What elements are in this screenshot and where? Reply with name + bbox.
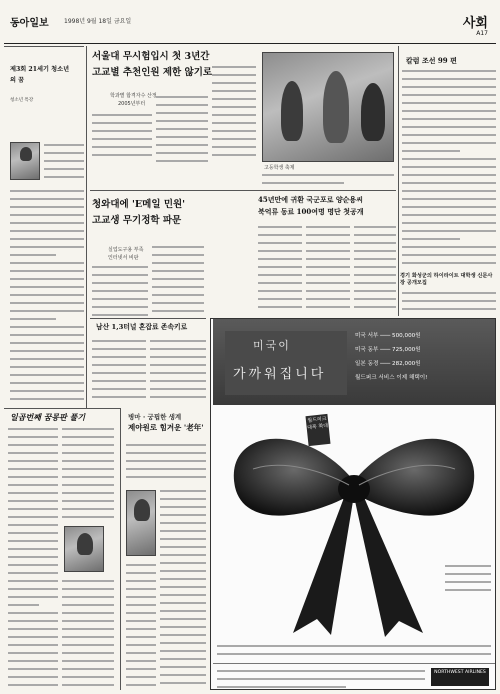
portrait-figure xyxy=(20,147,32,161)
top-story-text-b xyxy=(156,94,208,162)
history-text-b xyxy=(306,224,350,310)
disease-story-photo xyxy=(126,490,156,556)
email-story-sub-1: 실업도구용 부족 xyxy=(108,247,144,253)
email-story-text-b xyxy=(152,244,204,316)
history-text-a xyxy=(258,224,302,310)
ad-banner xyxy=(213,319,495,405)
bottom-left-photo xyxy=(64,526,104,572)
issue-date: 1998년 9월 18일 금요일 xyxy=(64,18,132,25)
top-story-text-c xyxy=(212,64,256,162)
email-story-headline-1: 청와대에 'E메일 민원' xyxy=(92,199,186,210)
ad-fare-list xyxy=(355,329,491,385)
ribbon-bow-graphic xyxy=(213,409,495,639)
left-feature-subtitle: 청소년 특강 xyxy=(10,98,34,103)
top-story-text-a xyxy=(92,112,152,162)
ad-headline-1: 미국이 xyxy=(253,339,291,352)
right-column-title: 칼럼 조선 99 편 xyxy=(406,56,457,65)
left-feature-box xyxy=(4,46,86,408)
tunnel-text-b xyxy=(150,338,206,404)
ad-side-text xyxy=(445,563,491,595)
bottom-left-text-c xyxy=(62,578,114,688)
right-column-text xyxy=(402,68,496,264)
disease-story-kicker: 병마 · 궁핍한 생계 xyxy=(128,413,182,421)
column-rule-right xyxy=(398,46,399,316)
tunnel-story-headline: 남산 1,3터널 혼잡료 존속키로 xyxy=(96,323,188,331)
disease-story-headline: 제야원로 힘겨운 '老年' xyxy=(128,423,204,432)
ad-tag: 월드퍼크 대폭 확대 xyxy=(305,414,330,446)
left-text-b xyxy=(10,188,84,404)
airline-advertisement[interactable] xyxy=(210,318,496,690)
fare-west-us: 미국 서부 ─── 500,000원 xyxy=(355,333,421,339)
history-text-c xyxy=(354,224,396,310)
top-story-sub-2: 2005년부터 xyxy=(118,101,146,107)
fare-east-us: 미국 동부 ─── 725,000원 xyxy=(355,347,421,353)
disease-text-b xyxy=(160,488,206,688)
section-rule xyxy=(90,190,396,191)
disease-text-a xyxy=(126,442,206,482)
top-photo-caption: 고등학생 축제 xyxy=(264,165,295,171)
left-feature-title: 제3회 21세기 청소년의 꿈 xyxy=(10,66,70,84)
right-column-notice-title: 경기 화성군의 하이라이트 대학생 신문사장 공개모집 xyxy=(400,273,493,286)
fare-tokyo: 일본 동경 ─── 282,000원 xyxy=(355,361,421,367)
history-story-headline-2: 북억류 동료 100여명 명단 첫공개 xyxy=(258,207,364,216)
ad-headline-2: 가까워집니다 xyxy=(233,367,327,382)
column-rule xyxy=(86,46,87,408)
masthead xyxy=(4,6,496,44)
left-text-a xyxy=(44,142,84,184)
paper-name: 동아일보 xyxy=(10,18,49,29)
right-notice-text xyxy=(402,290,496,316)
box-rule xyxy=(4,46,84,47)
ad-footer xyxy=(213,663,495,689)
news-photo-top xyxy=(262,52,394,162)
bottom-left-text-b xyxy=(62,426,114,522)
disease-text-c xyxy=(126,562,156,688)
airline-logo[interactable]: NORTHWEST AIRLINES xyxy=(431,668,489,686)
photo-caption-text xyxy=(262,172,394,186)
ad-fine-print xyxy=(217,643,491,661)
page-number: A17 xyxy=(476,30,488,37)
bottom-left-text-a xyxy=(8,426,58,688)
email-story-text-a xyxy=(92,264,148,316)
bottom-left-title: 일곱번째 꿈몽판 풀기 xyxy=(10,412,86,422)
tunnel-text-a xyxy=(92,338,146,404)
top-story-sub-1: 학과별 합격자수 산정 xyxy=(110,93,157,99)
top-story-headline-1: 서울대 무시험입시 첫 3년간 xyxy=(92,51,210,62)
portrait-photo xyxy=(10,142,40,180)
fare-note: 월드퍼크 서비스 이제 해택이! xyxy=(355,375,428,381)
top-story-headline-2: 고교별 추천인원 제한 않기로 xyxy=(92,67,213,78)
email-story-headline-2: 고교생 무기정학 파문 xyxy=(92,215,182,226)
section-title: 사회 xyxy=(462,16,488,31)
history-story-headline-1: 45년만에 귀환 국군포로 양순용씨 xyxy=(258,195,363,204)
email-story-sub-2: 인터넷서 비판 xyxy=(108,255,139,261)
